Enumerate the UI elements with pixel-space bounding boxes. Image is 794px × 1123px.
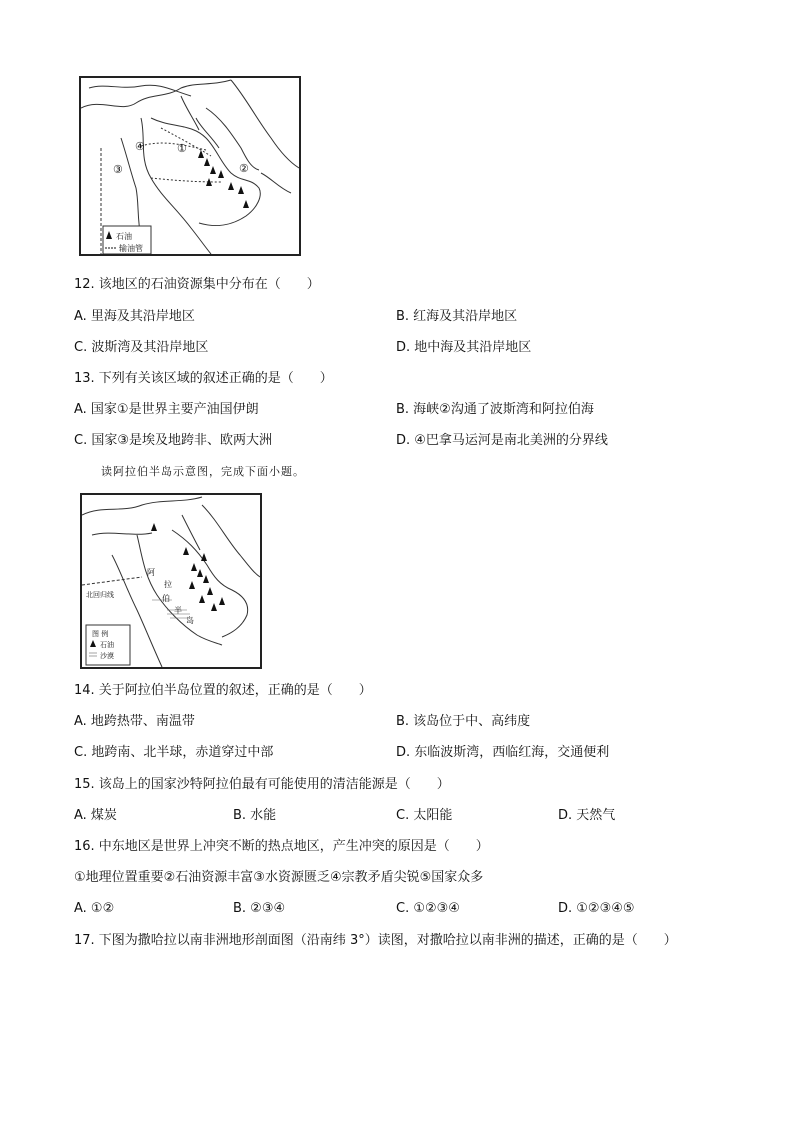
legend-desert-label: 沙漠 (100, 652, 114, 660)
q13-option-a[interactable]: A. 国家①是世界主要产油国伊朗 (74, 402, 259, 417)
q12-option-a[interactable]: A. 里海及其沿岸地区 (74, 309, 195, 324)
q14-option-c[interactable]: C. 地跨南、北半球，赤道穿过中部 (74, 745, 274, 760)
legend-oil-label: 石油 (100, 641, 114, 649)
q15-option-a[interactable]: A. 煤炭 (74, 808, 117, 823)
q13-option-b[interactable]: B. 海峡②沟通了波斯湾和阿拉伯海 (396, 402, 594, 417)
middle-east-map (79, 76, 301, 256)
q15-stem: 15. 该岛上的国家沙特阿拉伯最有可能使用的清洁能源是（ ） (74, 777, 450, 792)
q12-option-d[interactable]: D. 地中海及其沿岸地区 (396, 340, 532, 355)
q16-option-c[interactable]: C. ①②③④ (396, 901, 460, 916)
q12-option-b[interactable]: B. 红海及其沿岸地区 (396, 309, 518, 324)
q15-option-c[interactable]: C. 太阳能 (396, 808, 453, 823)
q14-stem: 14. 关于阿拉伯半岛位置的叙述，正确的是（ ） (74, 683, 372, 698)
label-circle-4: ④ (135, 140, 145, 153)
legend-title: 图 例 (92, 630, 109, 638)
peninsula-char-2: 拉 (164, 580, 172, 589)
peninsula-char-5: 岛 (186, 616, 194, 625)
q13-stem: 13. 下列有关该区域的叙述正确的是（ ） (74, 371, 333, 386)
q13-option-c[interactable]: C. 国家③是埃及地跨非、欧两大洲 (74, 433, 272, 448)
q15-option-b[interactable]: B. 水能 (233, 808, 277, 823)
arabian-peninsula-map (80, 493, 262, 669)
q16-reasons: ①地理位置重要②石油资源丰富③水资源匮乏④宗教矛盾尖锐⑤国家众多 (74, 870, 484, 885)
q12-stem: 12. 该地区的石油资源集中分布在（ ） (74, 277, 320, 292)
legend-oil-label: 石油 (116, 232, 132, 241)
q14-option-a[interactable]: A. 地跨热带、南温带 (74, 714, 195, 729)
q17-stem: 17. 下图为撒哈拉以南非洲地形剖面图（沿南纬 3°）读图，对撒哈拉以南非洲的描述，正确的是（ ） (74, 933, 677, 948)
map2-caption: 读阿拉伯半岛示意图，完成下面小题。 (101, 465, 305, 478)
q16-option-a[interactable]: A. ①② (74, 901, 115, 916)
tropic-of-cancer-label: 北回归线 (86, 591, 114, 599)
q16-option-d[interactable]: D. ①②③④⑤ (558, 901, 635, 916)
peninsula-char-3: 伯 (162, 594, 170, 603)
q14-option-d[interactable]: D. 东临波斯湾，西临红海，交通便利 (396, 745, 610, 760)
legend-pipeline-label: 输油管 (119, 244, 143, 253)
q15-option-d[interactable]: D. 天然气 (558, 808, 616, 823)
q16-stem: 16. 中东地区是世界上冲突不断的热点地区，产生冲突的原因是（ ） (74, 839, 489, 854)
q16-option-b[interactable]: B. ②③④ (233, 901, 286, 916)
label-circle-1: ① (177, 142, 187, 155)
q12-option-c[interactable]: C. 波斯湾及其沿岸地区 (74, 340, 209, 355)
label-circle-3: ③ (113, 163, 123, 176)
peninsula-char-4: 半 (174, 606, 182, 615)
q13-option-d[interactable]: D. ④巴拿马运河是南北美洲的分界线 (396, 433, 608, 448)
label-circle-2: ② (239, 162, 249, 175)
q14-option-b[interactable]: B. 该岛位于中、高纬度 (396, 714, 531, 729)
peninsula-char-1: 阿 (147, 568, 155, 577)
